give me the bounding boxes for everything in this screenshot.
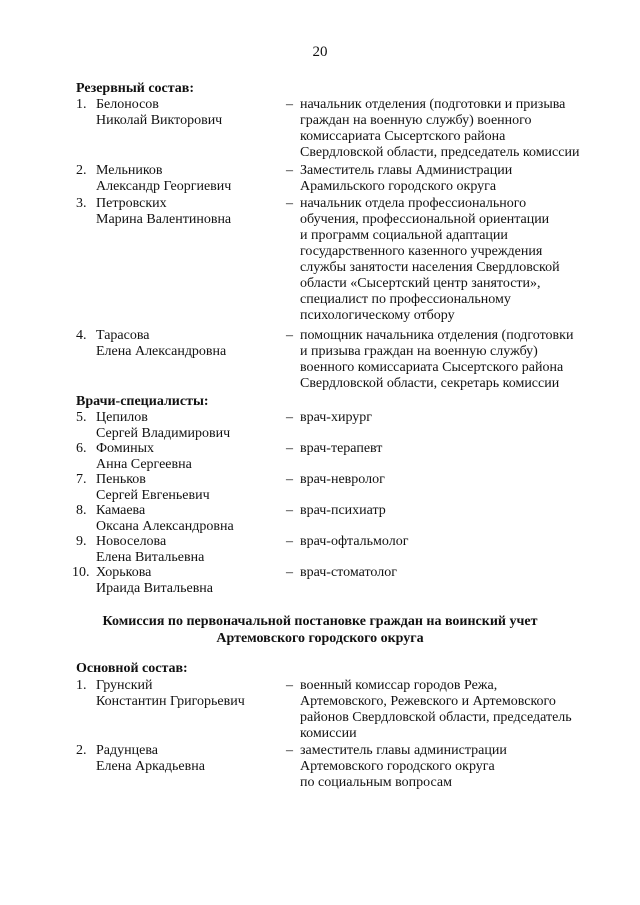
member-role	[300, 196, 620, 324]
member-number: 1.	[76, 678, 87, 693]
member-number: 8.	[76, 503, 87, 518]
role-line: начальник отделения (подготовки и призыва	[300, 97, 566, 112]
surname: Хорькова	[96, 565, 152, 580]
member-name	[96, 534, 286, 566]
member-number: 2.	[76, 163, 87, 178]
given-names: Елена Аркадьевна	[96, 759, 205, 774]
role-line: врач-терапевт	[300, 441, 383, 456]
role-line: Артемовского городского округа	[300, 759, 495, 774]
given-names: Константин Григорьевич	[96, 694, 245, 709]
surname: Камаева	[96, 503, 146, 518]
given-names: Сергей Владимирович	[96, 426, 231, 441]
surname: Мельников	[96, 163, 163, 178]
member-role	[300, 97, 620, 161]
dash: –	[286, 441, 293, 456]
surname: Радунцева	[96, 743, 158, 758]
member-role	[300, 410, 620, 426]
role-line: районов Свердловской области, председатель	[300, 710, 572, 725]
member-role	[300, 472, 620, 488]
member-role	[300, 328, 620, 392]
role-line: обучения, профессиональной ориентации	[300, 212, 550, 227]
dash: –	[286, 196, 293, 211]
doctors-heading: Врачи-специалисты:	[76, 394, 209, 409]
surname: Новоселова	[96, 534, 167, 549]
member-number: 3.	[76, 196, 87, 211]
dash: –	[286, 410, 293, 425]
role-line: комиссии	[300, 726, 357, 741]
given-names: Оксана Александровна	[96, 519, 234, 534]
role-line: граждан на военную службу) военного	[300, 113, 532, 128]
role-line: и призыва граждан на военную службу)	[300, 344, 538, 359]
role-line: врач-стоматолог	[300, 565, 397, 580]
surname: Тарасова	[96, 328, 150, 343]
given-names: Николай Викторович	[96, 113, 223, 128]
member-role	[300, 534, 620, 550]
main-heading: Основной состав:	[76, 661, 188, 676]
member-number: 9.	[76, 534, 87, 549]
role-line: области «Сысертский центр занятости»,	[300, 276, 541, 291]
member-number: 1.	[76, 97, 87, 112]
role-line: военный комиссар городов Режа,	[300, 678, 498, 693]
member-role	[300, 565, 620, 581]
commission-title-line: Комиссия по первоначальной постановке граждан на воинский учет	[102, 614, 538, 629]
dash: –	[286, 472, 293, 487]
member-number: 5.	[76, 410, 87, 425]
role-line: специалист по профессиональному	[300, 292, 511, 307]
member-role	[300, 503, 620, 519]
member-name	[96, 743, 286, 775]
member-number: 2.	[76, 743, 87, 758]
role-line: службы занятости населения Свердловской	[300, 260, 560, 275]
member-name	[96, 678, 286, 710]
member-name	[96, 328, 286, 360]
member-name	[96, 472, 286, 504]
role-line: Заместитель главы Администрации	[300, 163, 513, 178]
member-number: 10.	[72, 565, 90, 580]
role-line: военного комиссариата Сысертского района	[300, 360, 564, 375]
role-line: комиссариата Сысертского района	[300, 129, 506, 144]
role-line: врач-психиатр	[300, 503, 386, 518]
given-names: Александр Георгиевич	[96, 179, 232, 194]
commission-title	[0, 613, 640, 647]
role-line: Артемовского, Режевского и Артемовского	[300, 694, 556, 709]
given-names: Елена Витальевна	[96, 550, 205, 565]
surname: Пеньков	[96, 472, 146, 487]
surname: Белоносов	[96, 97, 159, 112]
member-name	[96, 441, 286, 473]
surname: Фоминых	[96, 441, 155, 456]
dash: –	[286, 328, 293, 343]
role-line: начальник отдела профессионального	[300, 196, 527, 211]
member-number: 6.	[76, 441, 87, 456]
member-number: 4.	[76, 328, 87, 343]
role-line: Свердловской области, секретарь комиссии	[300, 376, 560, 391]
given-names: Сергей Евгеньевич	[96, 488, 210, 503]
member-name	[96, 410, 286, 442]
dash: –	[286, 565, 293, 580]
given-names: Ираида Витальевна	[96, 581, 214, 596]
member-name	[96, 503, 286, 535]
role-line: врач-офтальмолог	[300, 534, 409, 549]
dash: –	[286, 97, 293, 112]
dash: –	[286, 163, 293, 178]
role-line: врач-невролог	[300, 472, 385, 487]
member-role	[300, 441, 620, 457]
role-line: и программ социальной адаптации	[300, 228, 508, 243]
member-name	[96, 163, 286, 195]
dash: –	[286, 678, 293, 693]
member-number: 7.	[76, 472, 87, 487]
reserve-heading: Резервный состав:	[76, 81, 195, 96]
role-line: Арамильского городского округа	[300, 179, 497, 194]
given-names: Елена Александровна	[96, 344, 227, 359]
member-role	[300, 163, 620, 195]
dash: –	[286, 534, 293, 549]
surname: Цепилов	[96, 410, 148, 425]
given-names: Анна Сергеевна	[96, 457, 192, 472]
role-line: помощник начальника отделения (подготовки	[300, 328, 574, 343]
dash: –	[286, 503, 293, 518]
role-line: государственного казенного учреждения	[300, 244, 543, 259]
member-name	[96, 565, 286, 597]
member-name	[96, 196, 286, 228]
given-names: Марина Валентиновна	[96, 212, 232, 227]
dash: –	[286, 743, 293, 758]
role-line: врач-хирург	[300, 410, 373, 425]
member-role	[300, 743, 620, 791]
role-line: Свердловской области, председатель комиссии	[300, 145, 580, 160]
page-number: 20	[312, 44, 328, 60]
role-line: заместитель главы администрации	[300, 743, 507, 758]
role-line: психологическому отбору	[300, 308, 455, 323]
surname: Грунский	[96, 678, 153, 693]
role-line: по социальным вопросам	[300, 775, 452, 790]
surname: Петровских	[96, 196, 167, 211]
commission-title-line: Артемовского городского округа	[216, 631, 424, 646]
member-name	[96, 97, 286, 129]
member-role	[300, 678, 620, 742]
